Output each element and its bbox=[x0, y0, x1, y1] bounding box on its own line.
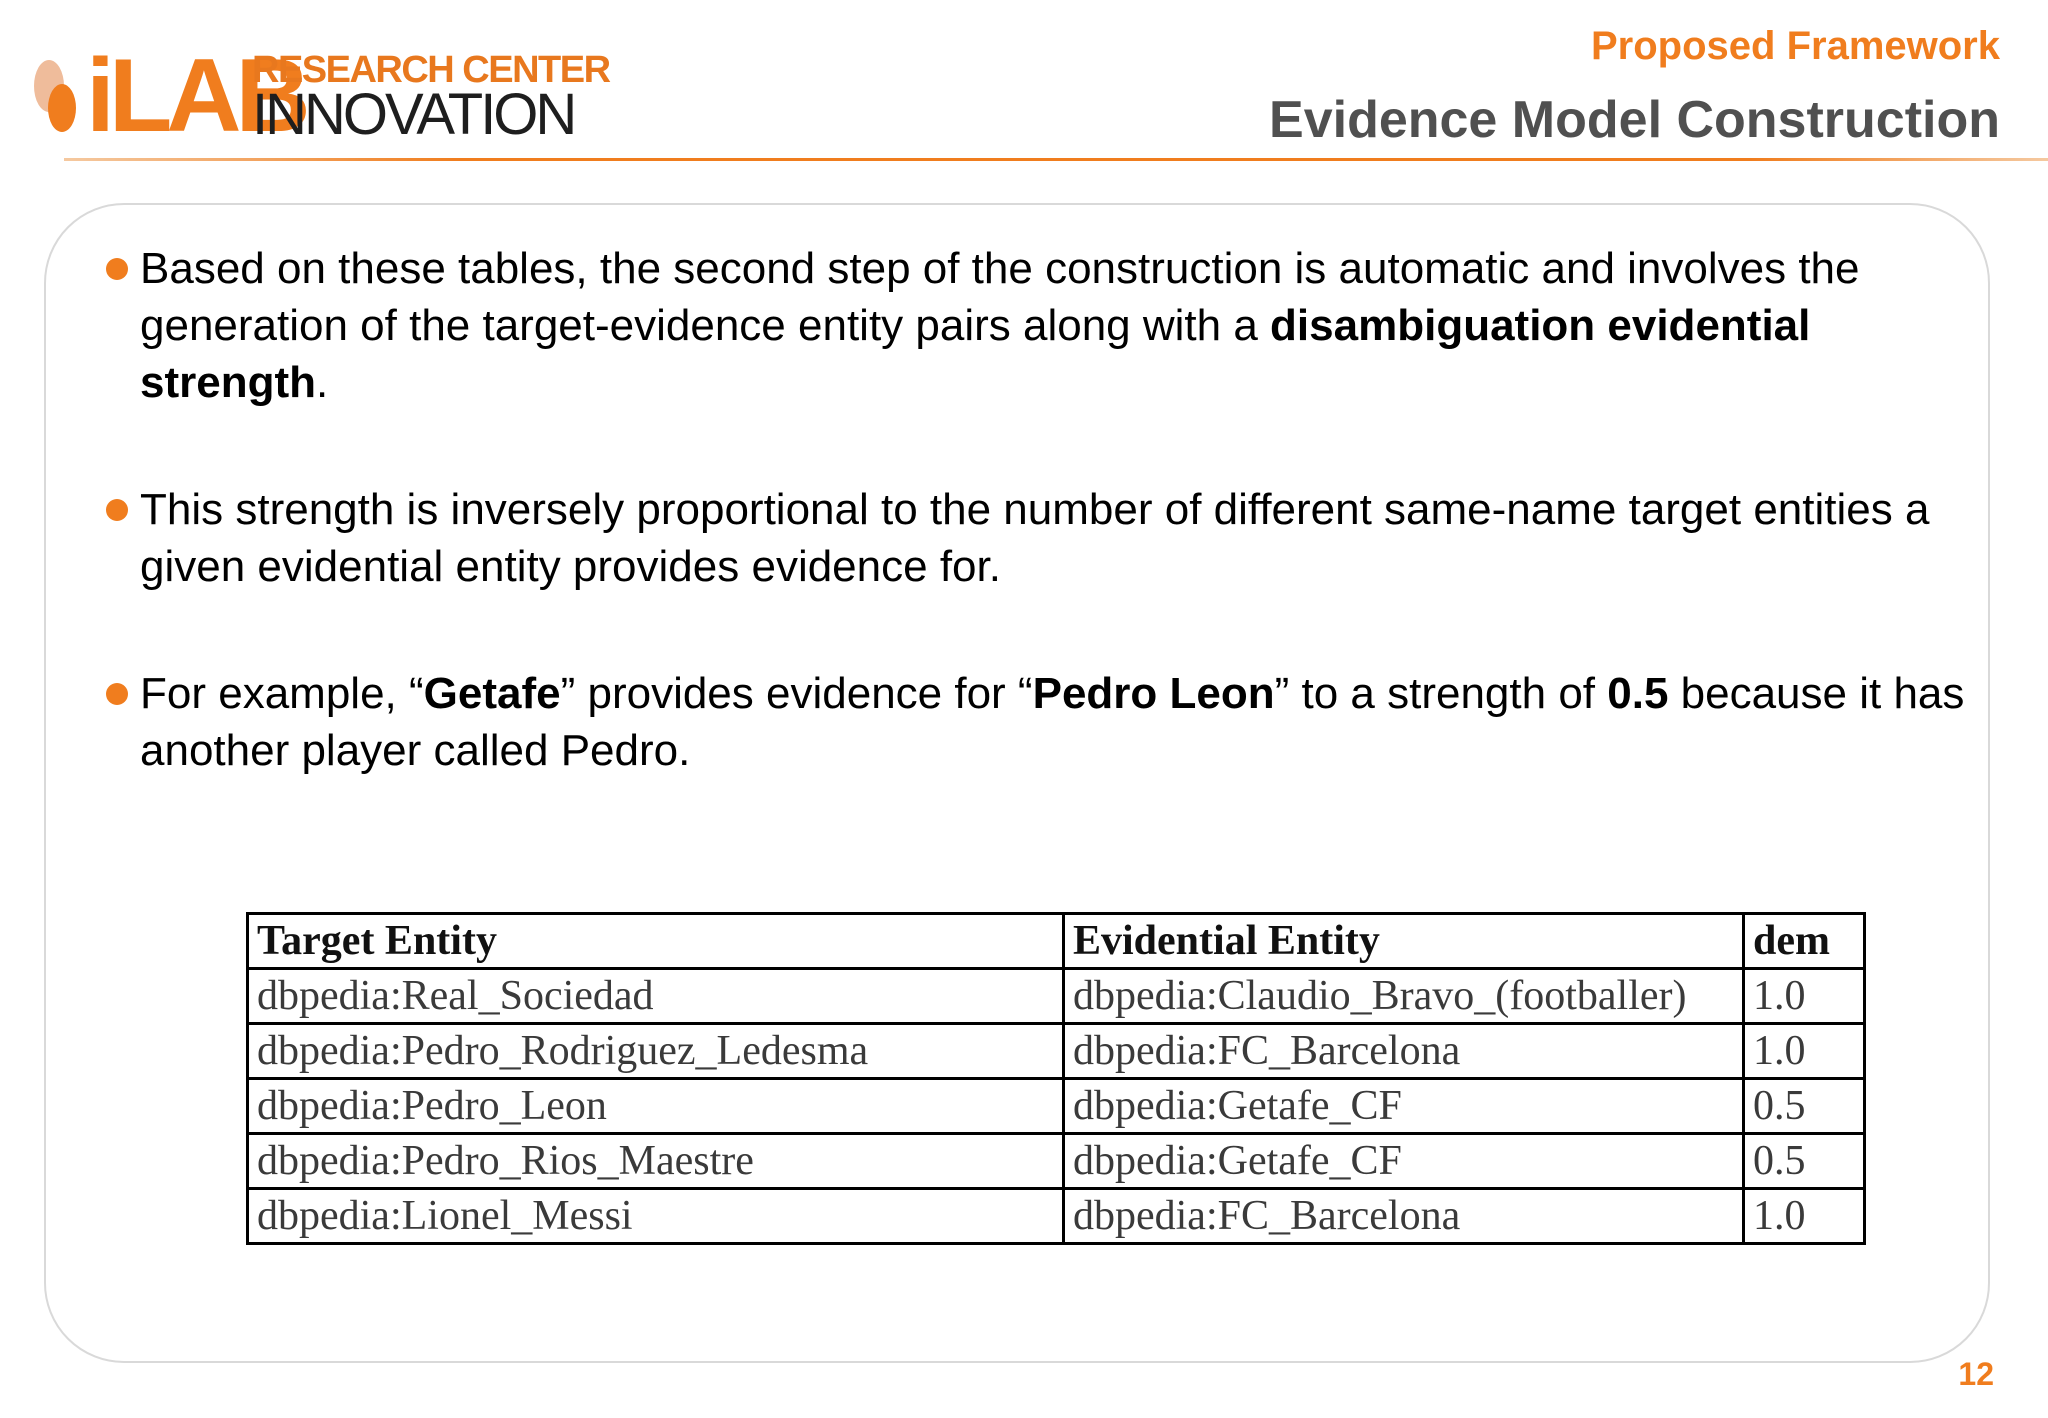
cell-dem: 1.0 bbox=[1744, 1024, 1865, 1079]
logo-innovation: INNOVATION bbox=[252, 82, 575, 147]
column-header-evidential-entity: Evidential Entity bbox=[1064, 914, 1744, 969]
bullet-text: This strength is inversely proportional to the number of different same-name target entities a given evidential entity provides evidence for. bbox=[140, 485, 1930, 591]
bullet-bold-text: Pedro Leon bbox=[1032, 669, 1275, 718]
table-row bbox=[248, 1189, 1865, 1244]
bullet-text: For example, “ bbox=[140, 669, 424, 718]
cell-dem: 0.5 bbox=[1744, 1134, 1865, 1189]
bullet-text: Based on these tables, the second step of the construction is automatic and involves the generation of the target-evidence entity pairs along with a bbox=[140, 244, 1860, 350]
cell-target-entity: dbpedia:Lionel_Messi bbox=[248, 1189, 1064, 1244]
section-subtitle: Proposed Framework bbox=[1590, 24, 2000, 68]
cell-evidential-entity: dbpedia:Getafe_CF bbox=[1064, 1134, 1744, 1189]
slide-title: Evidence Model Construction bbox=[1269, 91, 2000, 149]
bullet-text: . bbox=[316, 358, 329, 407]
cell-evidential-entity: dbpedia:Claudio_Bravo_(footballer) bbox=[1064, 969, 1744, 1024]
table-row bbox=[248, 969, 1865, 1024]
cell-evidential-entity: dbpedia:FC_Barcelona bbox=[1064, 1024, 1744, 1079]
table-row bbox=[248, 1079, 1865, 1134]
table-row bbox=[248, 1134, 1865, 1189]
column-header-dem: dem bbox=[1744, 914, 1865, 969]
bullet-text: ” provides evidence for “ bbox=[560, 669, 1033, 718]
cell-evidential-entity: dbpedia:Getafe_CF bbox=[1064, 1079, 1744, 1134]
table-row bbox=[248, 1024, 1865, 1079]
bullet-item-3 bbox=[100, 665, 1980, 779]
bullet-bold-text: 0.5 bbox=[1607, 669, 1669, 718]
bullet-text: because it has another player called Pedro. bbox=[140, 669, 1965, 775]
cell-target-entity: dbpedia:Pedro_Rios_Maestre bbox=[248, 1134, 1064, 1189]
bullet-text: ” to a strength of bbox=[1274, 669, 1608, 718]
cell-target-entity: dbpedia:Pedro_Rodriguez_Ledesma bbox=[248, 1024, 1064, 1079]
bullet-item-1 bbox=[100, 240, 1980, 411]
cell-dem: 1.0 bbox=[1744, 969, 1865, 1024]
bullet-bold-text: disambiguation evidential strength bbox=[140, 301, 1811, 407]
logo-dot bbox=[48, 84, 76, 132]
page-number: 12 bbox=[1958, 1356, 1994, 1392]
ilab-logo bbox=[34, 38, 610, 154]
cell-evidential-entity: dbpedia:FC_Barcelona bbox=[1064, 1189, 1744, 1244]
bullet-dot-icon bbox=[106, 499, 128, 521]
column-header-target-entity: Target Entity bbox=[248, 914, 1064, 969]
header-divider bbox=[64, 158, 2048, 161]
bullet-item-2 bbox=[100, 481, 1980, 595]
logo-research-center: RESEARCH CENTER bbox=[252, 49, 610, 91]
bullet-dot-icon bbox=[106, 258, 128, 280]
cell-target-entity: dbpedia:Pedro_Leon bbox=[248, 1079, 1064, 1134]
bullet-bold-text: Getafe bbox=[423, 669, 561, 718]
cell-dem: 0.5 bbox=[1744, 1079, 1865, 1134]
cell-target-entity: dbpedia:Real_Sociedad bbox=[248, 969, 1064, 1024]
logo-mark: iLAB bbox=[86, 38, 305, 154]
cell-dem: 1.0 bbox=[1744, 1189, 1865, 1244]
bullet-list bbox=[100, 240, 1980, 849]
evidence-table bbox=[246, 912, 1866, 1245]
table-header-row bbox=[248, 914, 1865, 969]
bullet-dot-icon bbox=[106, 683, 128, 705]
